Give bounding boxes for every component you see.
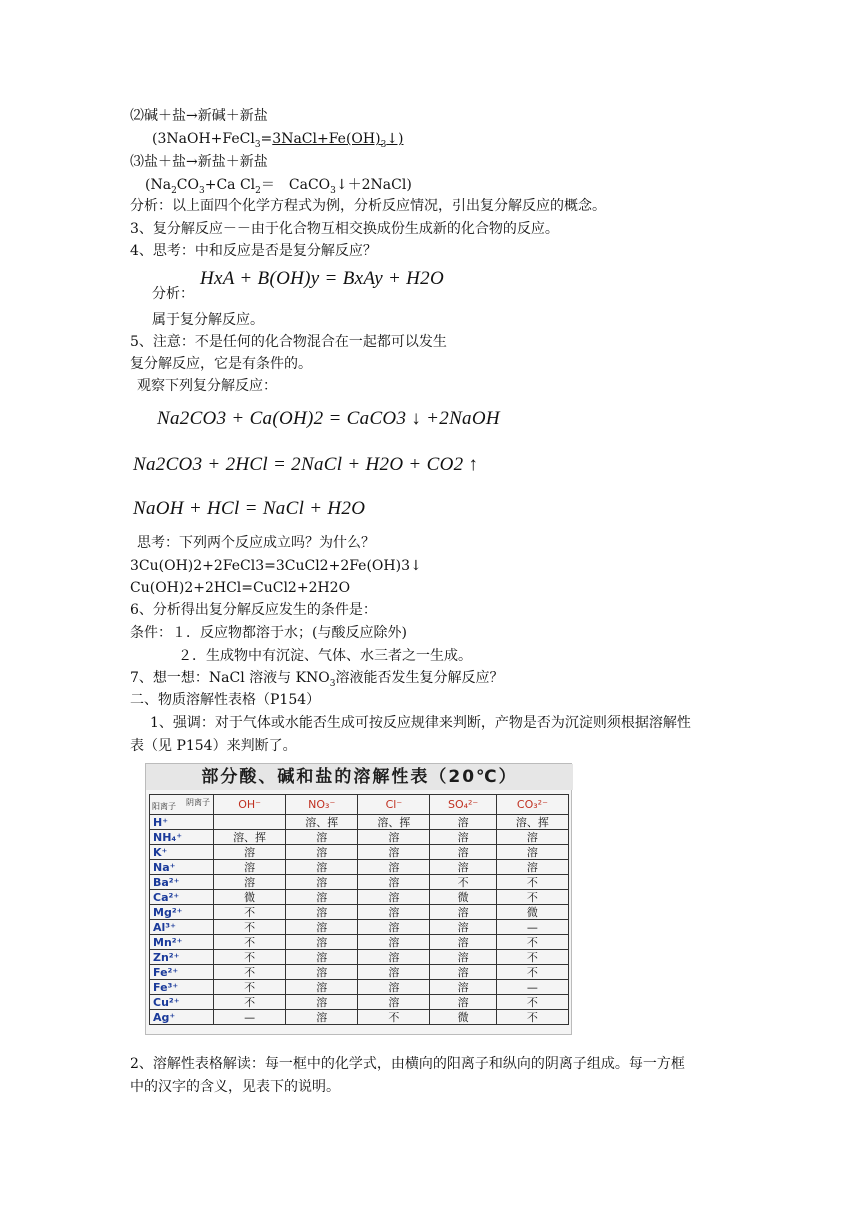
solubility-cell: 溶、挥: [286, 815, 358, 830]
table-row: [150, 830, 569, 845]
solubility-cell: 不: [214, 980, 286, 995]
eq-part: (Na: [145, 177, 172, 193]
solubility-cell: 溶: [430, 860, 496, 875]
cation-label: K⁺: [150, 845, 214, 860]
table-row: [150, 815, 569, 830]
equation-2: Na2CO3 + 2HCl = 2NaCl + H2O + CO2 ↑: [133, 454, 479, 475]
solubility-cell: —: [496, 920, 568, 935]
cation-label: Ba²⁺: [150, 875, 214, 890]
subscript: 3: [199, 185, 205, 196]
cation-label: Zn²⁺: [150, 950, 214, 965]
text-line-table-reading-cont: 中的汉字的含义，见表下的说明。: [130, 1079, 340, 1095]
text-line-condition-note: 复分解反应，它是有条件的。: [130, 356, 312, 372]
solubility-cell: 溶: [430, 830, 496, 845]
solubility-cell: 不: [496, 935, 568, 950]
table-corner-cell: [150, 795, 214, 815]
solubility-cell: 微: [430, 1010, 496, 1025]
subscript: 3: [254, 139, 261, 150]
table-row: [150, 860, 569, 875]
solubility-cell: 微: [496, 905, 568, 920]
solubility-cell: 溶: [286, 830, 358, 845]
solubility-cell: 不: [214, 935, 286, 950]
cation-label: Fe²⁺: [150, 965, 214, 980]
equation-neutralization: HxA + B(OH)y = BxAy + H2O: [200, 268, 444, 289]
corner-cation-label: 阳离子: [152, 802, 176, 811]
solubility-cell: 溶: [358, 995, 430, 1010]
eq-part: ＝ CaCO: [260, 177, 331, 193]
line-part: 溶液能否发生复分解反应？: [335, 670, 504, 686]
subscript: 3: [380, 139, 387, 150]
solubility-cell: 不: [496, 875, 568, 890]
solubility-cell: 溶: [358, 875, 430, 890]
text-line-think-two: 思考：下列两个反应成立吗？为什么？: [137, 535, 375, 551]
solubility-cell: 溶: [214, 845, 286, 860]
solubility-cell: —: [496, 980, 568, 995]
solubility-cell: 溶: [214, 860, 286, 875]
subscript: 3: [329, 678, 336, 689]
text-line-emphasis: 1、强调：对于气体或水能否生成可按反应规律来判断，产物是否为沉淀则须根据溶解性: [150, 715, 691, 731]
anion-header: CO₃²⁻: [496, 795, 568, 815]
solubility-cell: 溶: [496, 845, 568, 860]
solubility-cell: 溶: [286, 980, 358, 995]
cation-label: Ag⁺: [150, 1010, 214, 1025]
solubility-cell: 溶: [358, 950, 430, 965]
text-line-think-neutralization: 4、思考：中和反应是否是复分解反应？: [130, 243, 377, 259]
solubility-cell: 溶、挥: [214, 830, 286, 845]
solubility-cell: 溶: [286, 920, 358, 935]
table-row: [150, 1010, 569, 1025]
table-row: [150, 905, 569, 920]
text-line-analysis: 分析：以上面四个化学方程式为例，分析反应情况，引出复分解反应的概念。: [130, 198, 606, 214]
text-line-definition: 3、复分解反应－－由于化合物互相交换成份生成新的化合物的反应。: [130, 221, 559, 237]
cation-label: Mg²⁺: [150, 905, 214, 920]
solubility-cell: 溶: [358, 860, 430, 875]
text-line-belongs: 属于复分解反应。: [152, 312, 264, 328]
solubility-cell: 溶: [430, 935, 496, 950]
solubility-cell: 不: [430, 875, 496, 890]
solubility-cell: 不: [214, 905, 286, 920]
solubility-cell: 溶: [496, 830, 568, 845]
solubility-cell: 溶: [214, 875, 286, 890]
solubility-cell: 溶: [286, 995, 358, 1010]
section-heading-solubility: 二、物质溶解性表格（P154）: [130, 692, 321, 708]
text-line-condition-1: 条件：１．反应物都溶于水；(与酸反应除外): [130, 625, 407, 641]
table-row: [150, 935, 569, 950]
cation-label: H⁺: [150, 815, 214, 830]
solubility-cell: 溶: [286, 875, 358, 890]
table-row: [150, 845, 569, 860]
solubility-cell: 溶: [430, 965, 496, 980]
table-row: [150, 965, 569, 980]
solubility-cell: 溶: [430, 815, 496, 830]
table-header-row: [150, 795, 569, 815]
solubility-cell: 溶: [286, 965, 358, 980]
cation-label: Cu²⁺: [150, 995, 214, 1010]
cation-label: Ca²⁺: [150, 890, 214, 905]
solubility-cell: 溶: [496, 860, 568, 875]
solubility-cell: 不: [496, 950, 568, 965]
anion-header: SO₄²⁻: [430, 795, 496, 815]
table-row: [150, 950, 569, 965]
solubility-cell: 溶: [286, 845, 358, 860]
table-row: [150, 995, 569, 1010]
solubility-table: [149, 794, 569, 1025]
cation-label: Mn²⁺: [150, 935, 214, 950]
solubility-cell: 溶、挥: [496, 815, 568, 830]
equation-3: NaOH + HCl = NaCl + H2O: [133, 498, 366, 519]
solubility-cell: 溶: [430, 995, 496, 1010]
text-line-conditions-heading: 6、分析得出复分解反应发生的条件是：: [130, 602, 377, 618]
subscript: 2: [171, 185, 177, 196]
solubility-cell: 溶: [286, 860, 358, 875]
text-line-table-reading: 2、溶解性表格解读：每一框中的化学式，由横向的阳离子和纵向的阴离子组成。每一方框: [130, 1056, 685, 1072]
solubility-cell: 溶: [286, 935, 358, 950]
solubility-cell: 溶: [430, 905, 496, 920]
table-row: [150, 980, 569, 995]
solubility-table-title: 部分酸、碱和盐的溶解性表（20℃）: [146, 764, 573, 790]
eq-part-underlined: [272, 131, 404, 150]
equation-1: Na2CO3 + Ca(OH)2 = CaCO3 ↓ +2NaOH: [157, 408, 500, 429]
solubility-cell: 溶: [430, 950, 496, 965]
solubility-cell: 溶: [358, 920, 430, 935]
text-line-salt-salt: ⑶盐＋盐→新盐＋新盐: [130, 154, 268, 170]
solubility-cell: 不: [214, 965, 286, 980]
solubility-cell: 不: [214, 995, 286, 1010]
solubility-cell: 溶: [286, 905, 358, 920]
solubility-cell: 溶: [358, 845, 430, 860]
eq-part: ↓＋2NaCl): [335, 177, 412, 193]
solubility-cell: 不: [358, 1010, 430, 1025]
solubility-cell: 不: [496, 965, 568, 980]
solubility-cell: 溶: [358, 905, 430, 920]
anion-header: OH⁻: [214, 795, 286, 815]
eq-part: =: [260, 131, 273, 147]
line-part: 7、想一想：NaCl 溶液与 KNO: [130, 670, 330, 686]
cation-label: NH₄⁺: [150, 830, 214, 845]
solubility-cell: 溶: [286, 1010, 358, 1025]
corner-anion-label: 阴离子: [186, 798, 210, 807]
solubility-cell: 溶: [358, 890, 430, 905]
subscript: 2: [255, 185, 261, 196]
cation-label: Al³⁺: [150, 920, 214, 935]
solubility-cell: 溶: [358, 965, 430, 980]
solubility-cell: 溶: [358, 980, 430, 995]
anion-header: Cl⁻: [358, 795, 430, 815]
solubility-cell: 不: [496, 890, 568, 905]
text-line-reaction-cu-fecl3: 3Cu(OH)2+2FeCl3=3CuCl2+2Fe(OH)3↓: [130, 558, 422, 574]
solubility-cell: 不: [214, 920, 286, 935]
solubility-cell: 微: [430, 890, 496, 905]
solubility-cell: 溶、挥: [358, 815, 430, 830]
equation-naoh-fecl3: [152, 129, 404, 155]
text-line-emphasis-cont: 表（见 P154）来判断了。: [130, 738, 297, 754]
solubility-cell: 不: [214, 950, 286, 965]
eq-part: +Ca Cl: [204, 177, 256, 193]
table-row: [150, 920, 569, 935]
text-line-observe: 观察下列复分解反应：: [137, 378, 277, 394]
cation-label: Fe³⁺: [150, 980, 214, 995]
eq-part: (3NaOH+FeCl: [152, 131, 255, 147]
table-row: [150, 890, 569, 905]
solubility-cell: —: [214, 1010, 286, 1025]
anion-header: NO₃⁻: [286, 795, 358, 815]
solubility-cell: 溶: [286, 890, 358, 905]
eq-part: ↓): [386, 131, 404, 147]
eq-part: 3NaCl+Fe(OH): [272, 131, 381, 147]
subscript: 3: [330, 185, 336, 196]
solubility-cell: 溶: [430, 845, 496, 860]
cation-label: Na⁺: [150, 860, 214, 875]
text-line-note: 5、注意：不是任何的化合物混合在一起都可以发生: [130, 334, 447, 350]
text-line-analysis-label: 分析：: [152, 286, 194, 302]
solubility-cell: [214, 815, 286, 830]
solubility-cell: 溶: [358, 830, 430, 845]
eq-part: CO: [176, 177, 199, 193]
table-row: [150, 875, 569, 890]
solubility-cell: 溶: [430, 920, 496, 935]
solubility-cell: 不: [496, 995, 568, 1010]
solubility-cell: 微: [214, 890, 286, 905]
solubility-cell: 溶: [430, 980, 496, 995]
text-line-condition-2: ２．生成物中有沉淀、气体、水三者之一生成。: [178, 648, 472, 664]
text-line-reaction-cu-hcl: Cu(OH)2+2HCl=CuCl2+2H2O: [130, 580, 351, 596]
text-line-alkali-salt: ⑵碱＋盐→新碱＋新盐: [130, 108, 268, 124]
solubility-table-figure: [145, 763, 572, 1035]
solubility-cell: 不: [496, 1010, 568, 1025]
solubility-cell: 溶: [358, 935, 430, 950]
solubility-cell: 溶: [286, 950, 358, 965]
